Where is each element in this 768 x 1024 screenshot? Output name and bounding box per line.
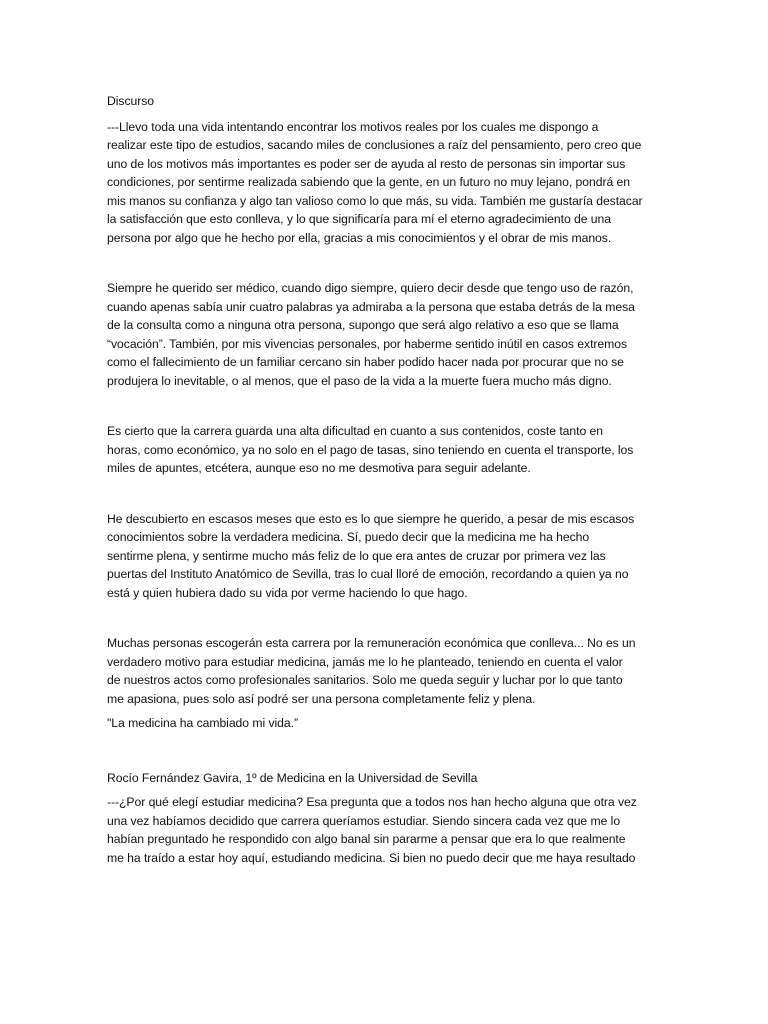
second-text bbox=[107, 793, 663, 867]
text-line: ---¿Por qué elegí estudiar medicina? Esa pregunta que a todos nos han hecho alguna que otra vez bbox=[107, 795, 637, 809]
text-line: realizar este tipo de estudios, sacando miles de conclusiones a raíz del pensamiento, pero creo que bbox=[107, 138, 642, 152]
text-line: la satisfacción que esto conlleva, y lo que significaría para mí el eterno agradecimiento de una bbox=[107, 212, 611, 226]
paragraph-1 bbox=[107, 118, 663, 248]
paragraph-5 bbox=[107, 634, 663, 708]
text-line: “vocación”. También, por mis vivencias personales, por haberme sentido inútil en casos extremos bbox=[107, 336, 628, 351]
text-line: como el fallecimiento de un familiar cercano sin haber podido hacer nada por procurar que no se bbox=[107, 355, 624, 369]
text-line: produjera lo inevitable, o al menos, que el paso de la vida a la muerte fuera mucho más digno. bbox=[107, 373, 612, 388]
quote-line: "La medicina ha cambiado mi vida.” bbox=[107, 716, 298, 730]
text-line: me apasiona, pues solo así podré ser una persona completamente feliz y plena. bbox=[107, 691, 536, 706]
paragraph-gap bbox=[107, 390, 663, 422]
section-gap bbox=[107, 733, 663, 769]
paragraph-3 bbox=[107, 422, 663, 478]
text-line: persona por algo que he hecho por ella, gracias a mis conocimientos y el obrar de mis manos. bbox=[107, 230, 612, 245]
text-line: sentirme plena, y sentirme mucho más feliz de lo que era antes de cruzar por primera vez las bbox=[107, 548, 606, 563]
text-line: ---Llevo toda una vida intentando encontrar los motivos reales por los cuales me dispongo a bbox=[107, 119, 599, 134]
text-line: está y quien hubiera dado su vida por verme haciendo lo que hago. bbox=[107, 585, 468, 600]
paragraph-gap bbox=[107, 602, 663, 634]
text-line: conocimientos sobre la verdadera medicina. Sí, puedo decir que la medicina me ha hecho bbox=[107, 530, 590, 544]
text-line: mis manos su confianza y algo tan valioso como lo que más, su vida. También me gustaría destacar bbox=[107, 193, 643, 208]
paragraph-2 bbox=[107, 279, 663, 390]
text-line: de nuestros actos como profesionales sanitarios. Solo me queda seguir y luchar por lo que tanto bbox=[107, 673, 623, 687]
text-line: miles de apuntes, etcétera, aunque eso no me desmotiva para seguir adelante. bbox=[107, 461, 531, 475]
text-line: Siempre he querido ser médico, cuando digo siempre, quiero decir desde que tengo uso de razón, bbox=[107, 281, 634, 295]
paragraph-gap bbox=[107, 247, 663, 279]
text-line: me ha traído a estar hoy aquí, estudiando medicina. Si bien no puedo decir que me haya resultado bbox=[107, 850, 636, 865]
paragraph-gap bbox=[107, 478, 663, 510]
text-line: de la consulta como a ninguna otra persona, supongo que será algo relativo a eso que se llama bbox=[107, 318, 619, 332]
text-line: habían preguntado he respondido con algo banal sin pararme a pensar que era lo que realmente bbox=[107, 832, 626, 846]
text-line: Muchas personas escogerán esta carrera por la remuneración económica que conlleva... No es un bbox=[107, 636, 636, 650]
text-line: horas, como económico, ya no solo en el pago de tasas, sino teniendo en cuenta el transporte, los bbox=[107, 442, 634, 457]
document-body bbox=[107, 92, 663, 867]
text-line: Es cierto que la carrera guarda una alta dificultad en cuanto a sus contenidos, coste tanto en bbox=[107, 424, 603, 438]
author-line: Rocío Fernández Gavira, 1º de Medicina en la Universidad de Sevilla bbox=[107, 770, 478, 785]
paragraph-4 bbox=[107, 510, 663, 603]
text-line: uno de los motivos más importantes es poder ser de ayuda al resto de personas sin importar sus bbox=[107, 156, 626, 171]
text-line: una vez habíamos decidido que carrera queríamos estudiar. Siendo sincera cada vez que me lo bbox=[107, 813, 621, 828]
document-title: Discurso bbox=[107, 94, 155, 108]
text-line: puertas del Instituto Anatómico de Sevilla, tras lo cual lloré de emoción, recordando a quien ya no bbox=[107, 567, 629, 581]
text-line: verdadero motivo para estudiar medicina, jamás me lo he planteado, teniendo en cuenta el valor bbox=[107, 654, 623, 669]
text-line: condiciones, por sentirme realizada sabiendo que la gente, en un futuro no muy lejano, pondrá en bbox=[107, 175, 631, 189]
text-line: He descubierto en escasos meses que esto es lo que siempre he querido, a pesar de mis escasos bbox=[107, 511, 635, 526]
text-line: cuando apenas sabía unir cuatro palabras ya admiraba a la persona que estaba detrás de la mesa bbox=[107, 299, 635, 314]
